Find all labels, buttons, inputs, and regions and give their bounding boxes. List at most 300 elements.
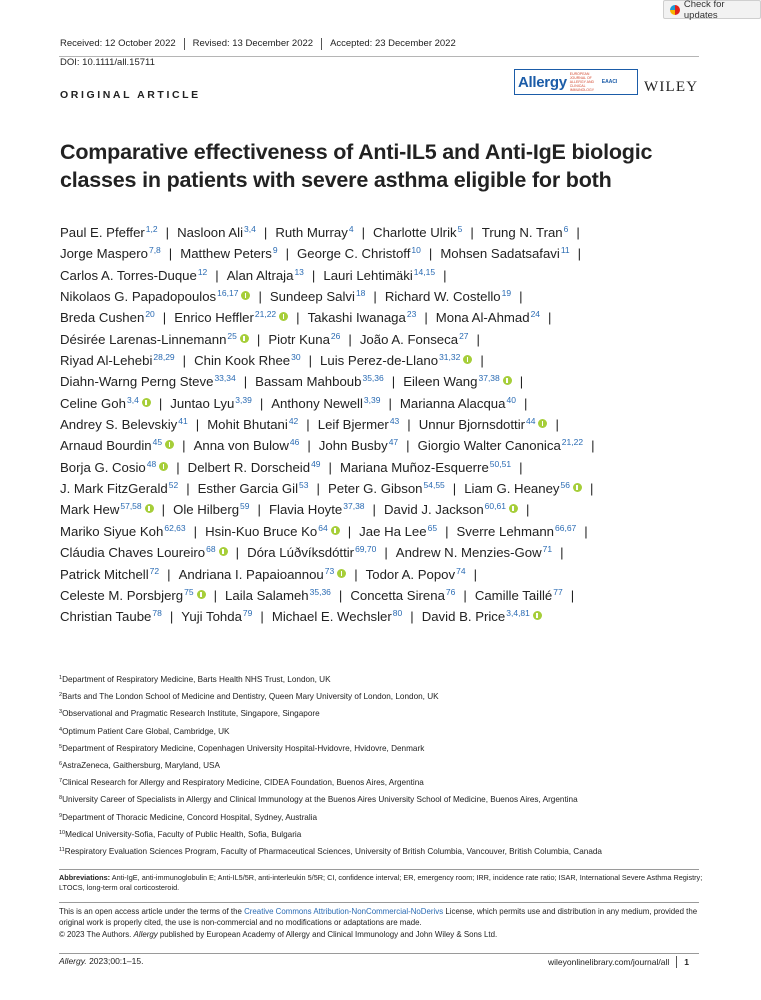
- author[interactable]: [177, 225, 256, 240]
- author-name: Flavia Hoyte: [268, 502, 343, 518]
- author-separator: |: [348, 331, 352, 347]
- publisher-logo[interactable]: WILEY: [644, 79, 699, 95]
- author-name: Celine Goh: [60, 395, 126, 411]
- author-separator: |: [384, 545, 388, 561]
- affiliation-text: Optimum Patient Care Global, Cambridge, UK: [62, 726, 230, 736]
- author-affiliation-ref[interactable]: 50,51: [489, 458, 512, 469]
- author[interactable]: [60, 332, 249, 347]
- author-affiliation-ref[interactable]: 54,55: [423, 480, 445, 491]
- author-affiliation-ref[interactable]: 66,67: [555, 522, 577, 533]
- author-name: Esther Garcia Gil: [197, 481, 299, 497]
- author[interactable]: [60, 502, 154, 517]
- author[interactable]: [271, 396, 380, 411]
- author-separator: |: [560, 545, 564, 561]
- author-name: Borja G. Cosio: [60, 459, 146, 475]
- author-affiliation-ref[interactable]: 77: [553, 586, 563, 597]
- author-name: Concetta Sirena: [350, 587, 445, 603]
- author[interactable]: [170, 396, 252, 411]
- author-affiliation-ref[interactable]: 5: [457, 224, 463, 234]
- author[interactable]: [373, 225, 462, 240]
- affiliation: [59, 792, 709, 809]
- author-separator: |: [186, 481, 190, 497]
- author-affiliation-ref[interactable]: 40: [506, 394, 516, 405]
- author[interactable]: [198, 481, 309, 496]
- orcid-icon[interactable]: [463, 355, 472, 364]
- author-line: [60, 283, 710, 304]
- author-name: Breda Cushen: [60, 310, 145, 326]
- title-line: Comparative effectiveness of Anti-IL5 and Anti-IgE biologic: [60, 140, 653, 164]
- footer-right: [548, 956, 689, 968]
- footer-journal: Allergy.: [59, 956, 87, 966]
- author-affiliation-ref[interactable]: 26: [330, 330, 341, 341]
- orcid-icon[interactable]: [159, 462, 168, 471]
- author[interactable]: [60, 289, 250, 304]
- author[interactable]: [60, 417, 188, 432]
- author[interactable]: [272, 609, 402, 624]
- author-name: David B. Price: [421, 609, 506, 625]
- author[interactable]: [60, 225, 158, 240]
- author-separator: |: [388, 395, 392, 411]
- author[interactable]: [227, 268, 304, 283]
- affiliation-number: 4: [59, 726, 63, 733]
- author[interactable]: [60, 353, 175, 368]
- author[interactable]: [60, 246, 161, 261]
- author-separator: |: [256, 331, 261, 347]
- author[interactable]: [60, 310, 155, 325]
- received-date: Received: 12 October 2022: [60, 38, 185, 50]
- author[interactable]: [269, 502, 365, 517]
- author[interactable]: [385, 289, 511, 304]
- title-line: classes in patients with severe asthma eligible for both: [60, 168, 612, 192]
- author-separator: |: [410, 609, 414, 625]
- author[interactable]: [60, 396, 151, 411]
- author-affiliation-ref[interactable]: 13: [294, 266, 304, 277]
- affiliation: [59, 810, 709, 827]
- author-affiliation-ref[interactable]: 9: [272, 245, 278, 256]
- author-separator: |: [361, 225, 366, 240]
- author-affiliation-ref[interactable]: 35,36: [362, 373, 384, 384]
- author-affiliation-ref[interactable]: 18: [355, 288, 366, 299]
- author-separator: |: [296, 310, 300, 326]
- author[interactable]: [268, 332, 340, 347]
- author[interactable]: [60, 609, 162, 624]
- author-name: Luis Perez-de-Llano: [320, 353, 439, 369]
- author-name: João A. Fonseca: [359, 331, 459, 347]
- author-separator: |: [243, 374, 248, 390]
- author-separator: |: [285, 246, 290, 262]
- author-affiliation-ref[interactable]: 16,17: [217, 288, 239, 299]
- abbreviations-divider: [59, 869, 699, 870]
- author[interactable]: [270, 289, 366, 304]
- journal-logo[interactable]: [514, 69, 638, 95]
- author-name: Dóra Lúðvíksdóttir: [247, 545, 355, 561]
- author-separator: |: [480, 353, 484, 369]
- author-affiliation-ref[interactable]: 37,38: [478, 373, 500, 384]
- affiliation-text: Department of Thoracic Medicine, Concord Hospital, Sydney, Australia: [62, 812, 318, 822]
- author[interactable]: [403, 374, 512, 389]
- author-affiliation-ref[interactable]: 23: [406, 309, 417, 320]
- author-name: J. Mark FitzGerald: [60, 481, 168, 497]
- author[interactable]: [60, 438, 174, 453]
- author-name: John Busby: [318, 438, 388, 454]
- author-affiliation-ref[interactable]: 33,34: [214, 373, 236, 384]
- author-name: Sundeep Salvi: [269, 289, 355, 305]
- author-separator: |: [372, 502, 376, 518]
- author-affiliation-ref[interactable]: 68: [206, 544, 216, 555]
- author-name: Andrey S. Belevskiy: [60, 417, 178, 433]
- author[interactable]: [60, 588, 206, 603]
- author-separator: |: [338, 587, 343, 603]
- affiliation: [59, 827, 709, 844]
- author-separator: |: [263, 225, 268, 240]
- author-separator: |: [548, 310, 552, 326]
- author[interactable]: [60, 524, 186, 539]
- author-affiliation-ref[interactable]: 52: [168, 480, 179, 491]
- orcid-icon[interactable]: [337, 569, 346, 578]
- author[interactable]: [255, 374, 384, 389]
- author-affiliation-ref[interactable]: 3,39: [235, 394, 252, 405]
- author[interactable]: [308, 310, 417, 325]
- author-separator: |: [443, 267, 447, 283]
- author-affiliation-ref[interactable]: 59: [240, 501, 250, 512]
- author[interactable]: [328, 481, 445, 496]
- affiliation-number: 9: [59, 812, 63, 819]
- author-affiliation-ref[interactable]: 3,4: [244, 224, 256, 234]
- author-separator: |: [165, 225, 170, 240]
- author-affiliation-ref[interactable]: 24: [530, 309, 541, 320]
- author-name: Trung N. Tran: [481, 225, 563, 240]
- author-affiliation-ref[interactable]: 37,38: [343, 501, 365, 512]
- author-line: [60, 496, 710, 517]
- author-affiliation-ref[interactable]: 30: [291, 352, 301, 363]
- author-affiliation-ref[interactable]: 21,22: [561, 437, 584, 448]
- author-separator: |: [391, 374, 396, 390]
- author-separator: |: [470, 225, 474, 240]
- author-name: Ole Hilberg: [173, 502, 240, 518]
- author-separator: |: [591, 438, 595, 454]
- author-separator: |: [523, 395, 528, 411]
- author-name: Jorge Maspero: [60, 246, 148, 262]
- author[interactable]: [225, 588, 331, 603]
- author-name: Richard W. Costello: [384, 289, 501, 305]
- author-affiliation-ref[interactable]: 25: [227, 330, 237, 341]
- affiliation: [59, 741, 709, 758]
- author-name: Hsin-Kuo Bruce Ko: [205, 523, 318, 539]
- author-affiliation-ref[interactable]: 1,2: [145, 224, 158, 234]
- author-affiliation-ref[interactable]: 19: [501, 288, 512, 299]
- author-affiliation-ref[interactable]: 53: [299, 480, 309, 491]
- author-separator: |: [589, 481, 594, 497]
- author[interactable]: [422, 609, 542, 624]
- author-name: Piotr Kuna: [268, 331, 330, 347]
- affiliation-number: 8: [59, 795, 63, 802]
- author-affiliation-ref[interactable]: 20: [145, 309, 155, 320]
- author-affiliation-ref[interactable]: 56: [560, 480, 570, 491]
- copyright-pre: © 2023 The Authors.: [59, 929, 134, 939]
- author[interactable]: [247, 545, 376, 560]
- affiliation: [59, 689, 709, 706]
- author[interactable]: [366, 567, 466, 582]
- author-affiliation-ref[interactable]: 27: [459, 330, 469, 341]
- author-name: Charlotte Ulrik: [373, 225, 457, 240]
- author[interactable]: [400, 396, 516, 411]
- author[interactable]: [436, 310, 540, 325]
- author[interactable]: [194, 353, 301, 368]
- author[interactable]: [440, 246, 569, 261]
- affiliation: [59, 844, 709, 861]
- orcid-icon[interactable]: [219, 547, 228, 556]
- affiliation-text: University Career of Specialists in Allergy and Clinical Immunology at the Buenos Aires University School of Medicine, Buenos Aires, Argentina: [62, 795, 578, 805]
- author-affiliation-ref[interactable]: 46: [289, 437, 300, 448]
- author-affiliation-ref[interactable]: 43: [389, 416, 400, 427]
- orcid-icon[interactable]: [279, 312, 288, 321]
- author[interactable]: [60, 374, 236, 389]
- author-separator: |: [168, 246, 173, 262]
- orcid-icon[interactable]: [142, 398, 151, 407]
- author-separator: |: [193, 523, 198, 539]
- author-name: Cláudia Chaves Loureiro: [60, 545, 206, 561]
- author-affiliation-ref[interactable]: 73: [324, 565, 335, 576]
- author-affiliation-ref[interactable]: 47: [388, 437, 399, 448]
- author-separator: |: [519, 459, 523, 475]
- author[interactable]: [384, 502, 518, 517]
- author-name: Patrick Mitchell: [60, 566, 149, 582]
- license-link[interactable]: Creative Commons Attribution-NonCommercial-NoDerivs: [244, 907, 444, 916]
- orcid-icon[interactable]: [165, 440, 174, 449]
- author-separator: |: [328, 459, 332, 475]
- author-line: [60, 326, 710, 347]
- author-affiliation-ref[interactable]: 60,61: [484, 501, 506, 512]
- author-name: Yuji Tohda: [181, 609, 242, 625]
- orcid-icon[interactable]: [533, 611, 542, 620]
- affiliation-list: [59, 672, 709, 861]
- author-name: Ruth Murray: [275, 225, 348, 240]
- footer-citation: [59, 956, 143, 966]
- author-separator: |: [259, 395, 264, 411]
- header-divider: [59, 56, 699, 57]
- author-affiliation-ref[interactable]: 3,4: [126, 394, 139, 405]
- author-separator: |: [576, 225, 580, 240]
- author[interactable]: [207, 417, 298, 432]
- author[interactable]: [205, 524, 340, 539]
- author-name: Laila Salameh: [225, 587, 309, 603]
- author-separator: |: [308, 353, 313, 369]
- license-notice: [59, 906, 704, 940]
- author-name: Diahn-Warng Perng Steve: [60, 374, 214, 390]
- author-affiliation-ref[interactable]: 11: [560, 245, 570, 256]
- revised-date: Revised: 13 December 2022: [185, 38, 322, 50]
- author-name: Anna von Bulow: [193, 438, 289, 454]
- author-affiliation-ref[interactable]: 57,58: [120, 501, 142, 512]
- author[interactable]: [475, 588, 563, 603]
- author[interactable]: [60, 545, 228, 560]
- author-name: Matthew Peters: [180, 246, 272, 262]
- orcid-icon[interactable]: [145, 504, 154, 513]
- author[interactable]: [359, 524, 437, 539]
- author-separator: |: [161, 502, 166, 518]
- check-for-updates-button[interactable]: [663, 0, 761, 19]
- author[interactable]: [60, 268, 207, 283]
- author-name: Andrew N. Menzies-Gow: [395, 545, 542, 561]
- author-name: Chin Kook Rhee: [194, 353, 291, 369]
- affiliation: [59, 706, 709, 723]
- author[interactable]: [319, 438, 398, 453]
- author-affiliation-ref[interactable]: 62,63: [164, 522, 186, 533]
- doi[interactable]: DOI: 10.1111/all.15711: [60, 57, 155, 68]
- author-affiliation-ref[interactable]: 48: [146, 458, 157, 469]
- author-name: David J. Jackson: [383, 502, 484, 518]
- affiliation-text: Barts and The London School of Medicine and Dentistry, Queen Mary University of London, London, UK: [62, 692, 439, 702]
- author[interactable]: [297, 246, 421, 261]
- author[interactable]: [60, 481, 178, 496]
- affiliation-number: 1: [59, 675, 63, 681]
- license-divider: [59, 902, 699, 903]
- orcid-icon[interactable]: [331, 526, 340, 535]
- author-name: Celeste M. Porsbjerg: [60, 587, 184, 603]
- affiliation-number: 5: [59, 743, 63, 750]
- author-separator: |: [555, 417, 559, 433]
- author[interactable]: [194, 438, 300, 453]
- author[interactable]: [419, 417, 548, 432]
- author-name: Anthony Newell: [271, 395, 363, 411]
- abbreviations: [59, 873, 704, 894]
- author-name: Arnaud Bourdin: [60, 438, 152, 454]
- author-name: Michael E. Wechsler: [271, 609, 392, 625]
- author-name: Delbert R. Dorscheid: [187, 459, 311, 475]
- author-affiliation-ref[interactable]: 21,22: [254, 309, 277, 320]
- author-name: Peter G. Gibson: [327, 481, 423, 497]
- author-separator: |: [354, 566, 358, 582]
- author-name: Riyad Al-Lehebi: [60, 353, 153, 369]
- author-separator: |: [311, 267, 316, 283]
- author[interactable]: [457, 524, 577, 539]
- author-name: Paul E. Pfeffer: [60, 225, 145, 240]
- author-affiliation-ref[interactable]: 42: [288, 416, 299, 427]
- orcid-icon[interactable]: [241, 291, 250, 300]
- orcid-icon[interactable]: [503, 376, 512, 385]
- author[interactable]: [318, 417, 400, 432]
- author-name: Carlos A. Torres-Duque: [60, 267, 197, 283]
- author-affiliation-ref[interactable]: 41: [178, 416, 188, 427]
- author-affiliation-ref[interactable]: 65: [427, 522, 438, 533]
- author-affiliation-ref[interactable]: 10: [411, 245, 421, 256]
- author-affiliation-ref[interactable]: 3,4,81: [506, 608, 530, 619]
- author-affiliation-ref[interactable]: 4: [348, 224, 354, 234]
- author-affiliation-ref[interactable]: 6: [563, 224, 569, 234]
- author-affiliation-ref[interactable]: 69,70: [355, 544, 377, 555]
- author-name: Unnur Bjornsdottir: [418, 417, 526, 433]
- orcid-icon[interactable]: [573, 483, 582, 492]
- author-affiliation-ref[interactable]: 35,36: [309, 586, 331, 597]
- author-separator: |: [182, 438, 186, 454]
- author-separator: |: [407, 417, 411, 433]
- copyright-journal: Allergy: [133, 929, 158, 939]
- author-line: [60, 411, 710, 432]
- author-separator: |: [476, 331, 480, 347]
- license-text-pre: This is an open access article under the terms of the: [59, 907, 245, 916]
- orcid-icon[interactable]: [240, 334, 249, 343]
- author-affiliation-ref[interactable]: 72: [149, 565, 160, 576]
- footer-divider: [59, 953, 699, 954]
- author-name: Mariko Siyue Koh: [60, 523, 164, 539]
- author-name: Nasloon Ali: [177, 225, 244, 240]
- author-name: Mark Hew: [60, 502, 120, 518]
- author-line: [60, 475, 710, 496]
- author[interactable]: [275, 225, 353, 240]
- author-affiliation-ref[interactable]: 45: [152, 437, 163, 448]
- author-line: [60, 219, 710, 240]
- author-affiliation-ref[interactable]: 74: [456, 565, 466, 576]
- author-affiliation-ref[interactable]: 44: [526, 416, 536, 427]
- author-affiliation-ref[interactable]: 80: [392, 608, 403, 619]
- author-separator: |: [182, 353, 187, 369]
- author[interactable]: [350, 588, 455, 603]
- author[interactable]: [418, 438, 583, 453]
- author[interactable]: [181, 609, 252, 624]
- author-affiliation-ref[interactable]: 14,15: [413, 266, 436, 277]
- author[interactable]: [360, 332, 469, 347]
- crossmark-icon: [670, 5, 680, 15]
- author[interactable]: [179, 567, 347, 582]
- affiliation-number: 10: [59, 829, 66, 836]
- orcid-icon[interactable]: [197, 590, 206, 599]
- author-affiliation-ref[interactable]: 75: [184, 586, 194, 597]
- author-line: [60, 432, 710, 453]
- author-affiliation-ref[interactable]: 49: [311, 458, 321, 469]
- author-affiliation-ref[interactable]: 79: [242, 608, 253, 619]
- author-line: [60, 262, 710, 283]
- author-affiliation-ref[interactable]: 28,29: [153, 352, 175, 363]
- author-affiliation-ref[interactable]: 64: [318, 522, 328, 533]
- author[interactable]: [482, 225, 569, 240]
- author-affiliation-ref[interactable]: 12: [197, 266, 208, 277]
- author[interactable]: [323, 268, 435, 283]
- author[interactable]: [60, 460, 168, 475]
- author[interactable]: [60, 567, 159, 582]
- author[interactable]: [174, 310, 288, 325]
- author-affiliation-ref[interactable]: 3,39: [363, 394, 381, 405]
- author-separator: |: [167, 566, 171, 582]
- affiliation-text: Medical University-Sofia, Faculty of Public Health, Sofia, Bulgaria: [65, 829, 302, 839]
- author-line: [60, 539, 710, 560]
- author-separator: |: [577, 246, 582, 262]
- author-list: [60, 219, 710, 625]
- author-affiliation-ref[interactable]: 31,32: [439, 352, 461, 363]
- article-title: [60, 138, 710, 194]
- author-affiliation-ref[interactable]: 78: [152, 608, 162, 619]
- author[interactable]: [180, 246, 277, 261]
- author[interactable]: [188, 460, 321, 475]
- author[interactable]: [173, 502, 249, 517]
- footer-url[interactable]: wileyonlinelibrary.com/journal/all: [548, 957, 670, 967]
- author[interactable]: [396, 545, 552, 560]
- author-separator: |: [463, 587, 467, 603]
- author-name: Todor A. Popov: [365, 566, 456, 582]
- author-affiliation-ref[interactable]: 7,8: [148, 245, 161, 256]
- author-affiliation-ref[interactable]: 71: [542, 544, 553, 555]
- author[interactable]: [320, 353, 472, 368]
- orcid-icon[interactable]: [509, 504, 518, 513]
- affiliation-number: 6: [59, 760, 63, 767]
- accepted-date: Accepted: 23 December 2022: [330, 38, 456, 49]
- author-affiliation-ref[interactable]: 76: [445, 586, 456, 597]
- orcid-icon[interactable]: [538, 419, 547, 428]
- author[interactable]: [464, 481, 582, 496]
- author[interactable]: [340, 460, 511, 475]
- affiliation: [59, 775, 709, 792]
- author-separator: |: [347, 523, 352, 539]
- author-separator: |: [195, 417, 200, 433]
